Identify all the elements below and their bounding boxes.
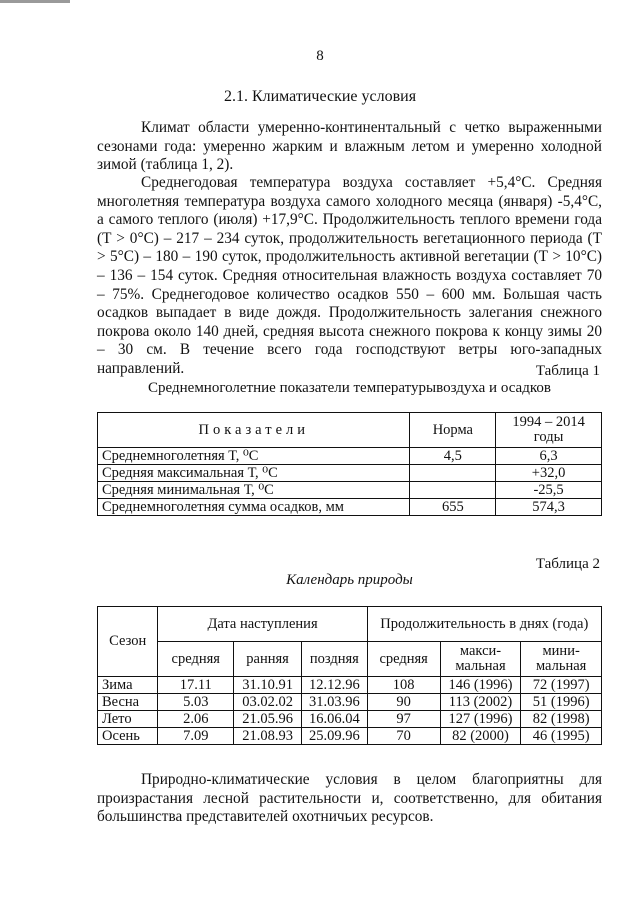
cell-max: 146 (1996) — [440, 677, 521, 694]
header-avg: средняя — [158, 642, 234, 677]
cell-period: 574,3 — [496, 499, 602, 516]
cell-period: 6,3 — [496, 448, 602, 465]
page-number: 8 — [316, 48, 324, 64]
cell-season: Лето — [98, 711, 158, 728]
table-row — [98, 728, 602, 745]
cell-norm: 655 — [410, 499, 496, 516]
cell-avg: 5.03 — [158, 694, 234, 711]
cell-dur-avg: 70 — [367, 728, 440, 745]
table-row — [98, 711, 602, 728]
cell-dur-avg: 108 — [367, 677, 440, 694]
cell-avg: 2.06 — [158, 711, 234, 728]
cell-dur-avg: 97 — [367, 711, 440, 728]
cell-period: +32,0 — [496, 465, 602, 482]
cell-early: 03.02.02 — [234, 694, 302, 711]
cell-late: 16.06.04 — [302, 711, 368, 728]
table-row — [98, 677, 602, 694]
cell-early: 21.05.96 — [234, 711, 302, 728]
nature-calendar-table — [97, 606, 602, 745]
header-min: мини-мальная — [521, 642, 602, 677]
section-title: 2.1. Климатические условия — [223, 88, 417, 105]
table-row — [98, 465, 602, 482]
cell-indicator: Средняя максимальная Т, ⁰С — [98, 465, 410, 482]
cell-min: 72 (1997) — [521, 677, 602, 694]
header-indicator: Показатели — [98, 413, 410, 448]
cell-min: 51 (1996) — [521, 694, 602, 711]
cell-early: 31.10.91 — [234, 677, 302, 694]
scan-artifact — [0, 0, 70, 3]
cell-season: Осень — [98, 728, 158, 745]
cell-dur-avg: 90 — [367, 694, 440, 711]
header-onset-date: Дата наступления — [158, 607, 367, 642]
header-late: поздняя — [302, 642, 368, 677]
header-max: макси-мальная — [440, 642, 521, 677]
cell-season: Весна — [98, 694, 158, 711]
table2-caption: Календарь природы — [286, 572, 413, 588]
table1-caption: Среднемноголетние показатели температурывоздуха и осадков — [148, 380, 551, 396]
cell-norm — [410, 482, 496, 499]
cell-max: 82 (2000) — [440, 728, 521, 745]
cell-indicator: Среднемноголетняя Т, ⁰С — [98, 448, 410, 465]
table-row — [98, 499, 602, 516]
header-period: 1994 – 2014 годы — [496, 413, 602, 448]
header-dur-avg: средняя — [367, 642, 440, 677]
header-norm: Норма — [410, 413, 496, 448]
table1-label: Таблица 1 — [535, 363, 600, 379]
table-header-row — [98, 607, 602, 642]
header-early: ранняя — [234, 642, 302, 677]
cell-late: 25.09.96 — [302, 728, 368, 745]
header-duration: Продолжительность в днях (года) — [367, 607, 601, 642]
table-subheader-row — [98, 642, 602, 677]
paragraph-climate-intro: Климат области умеренно-континентальный с четко выраженными сезонами года: умеренно жарким и влажным летом и умеренно холодной зимой (таблица 1, 2). — [97, 119, 602, 174]
table-header-row — [98, 413, 602, 448]
cell-norm: 4,5 — [410, 448, 496, 465]
cell-avg: 7.09 — [158, 728, 234, 745]
cell-late: 12.12.96 — [302, 677, 368, 694]
climate-indicators-table — [97, 412, 602, 516]
table2-label: Таблица 2 — [535, 556, 600, 572]
paragraph-climate-details: Среднегодовая температура воздуха составляет +5,4°С. Средняя многолетняя температура воздуха самого холодного месяца (января) -5,4°С, а самого теплого (июля) +17,9°С. Продолжительность теплого времени года (Т > 0°С) – 217 – 234 суток, продолжительность вегетационного периода (Т > 5°С) – 180 – 190 суток, продолжительность активной вегетации (Т > 10°С) – 136 – 154 суток. Средняя относительная влажность воздуха составляет 70 – 75%. Среднегодовое количество осадков 550 – 600 мм. Большая часть осадков выпадает в виде дождя. Продолжительность залегания снежного покрова около 140 дней, средняя высота снежного покрова к концу зимы 20 – 30 см. В течение всего года господствуют ветры юго-западных направлений. — [97, 174, 602, 377]
cell-late: 31.03.96 — [302, 694, 368, 711]
cell-indicator: Средняя минимальная Т, ⁰С — [98, 482, 410, 499]
cell-min: 82 (1998) — [521, 711, 602, 728]
paragraph-conclusion: Природно-климатические условия в целом благоприятны для произрастания лесной растительности и, соответственно, для обитания большинства представителей охотничьих ресурсов. — [97, 771, 602, 826]
cell-norm — [410, 465, 496, 482]
cell-avg: 17.11 — [158, 677, 234, 694]
cell-period: -25,5 — [496, 482, 602, 499]
header-season: Сезон — [98, 607, 158, 677]
table-row — [98, 448, 602, 465]
table-row — [98, 482, 602, 499]
cell-max: 127 (1996) — [440, 711, 521, 728]
cell-season: Зима — [98, 677, 158, 694]
cell-indicator: Среднемноголетняя сумма осадков, мм — [98, 499, 410, 516]
table-row — [98, 694, 602, 711]
cell-early: 21.08.93 — [234, 728, 302, 745]
cell-min: 46 (1995) — [521, 728, 602, 745]
cell-max: 113 (2002) — [440, 694, 521, 711]
